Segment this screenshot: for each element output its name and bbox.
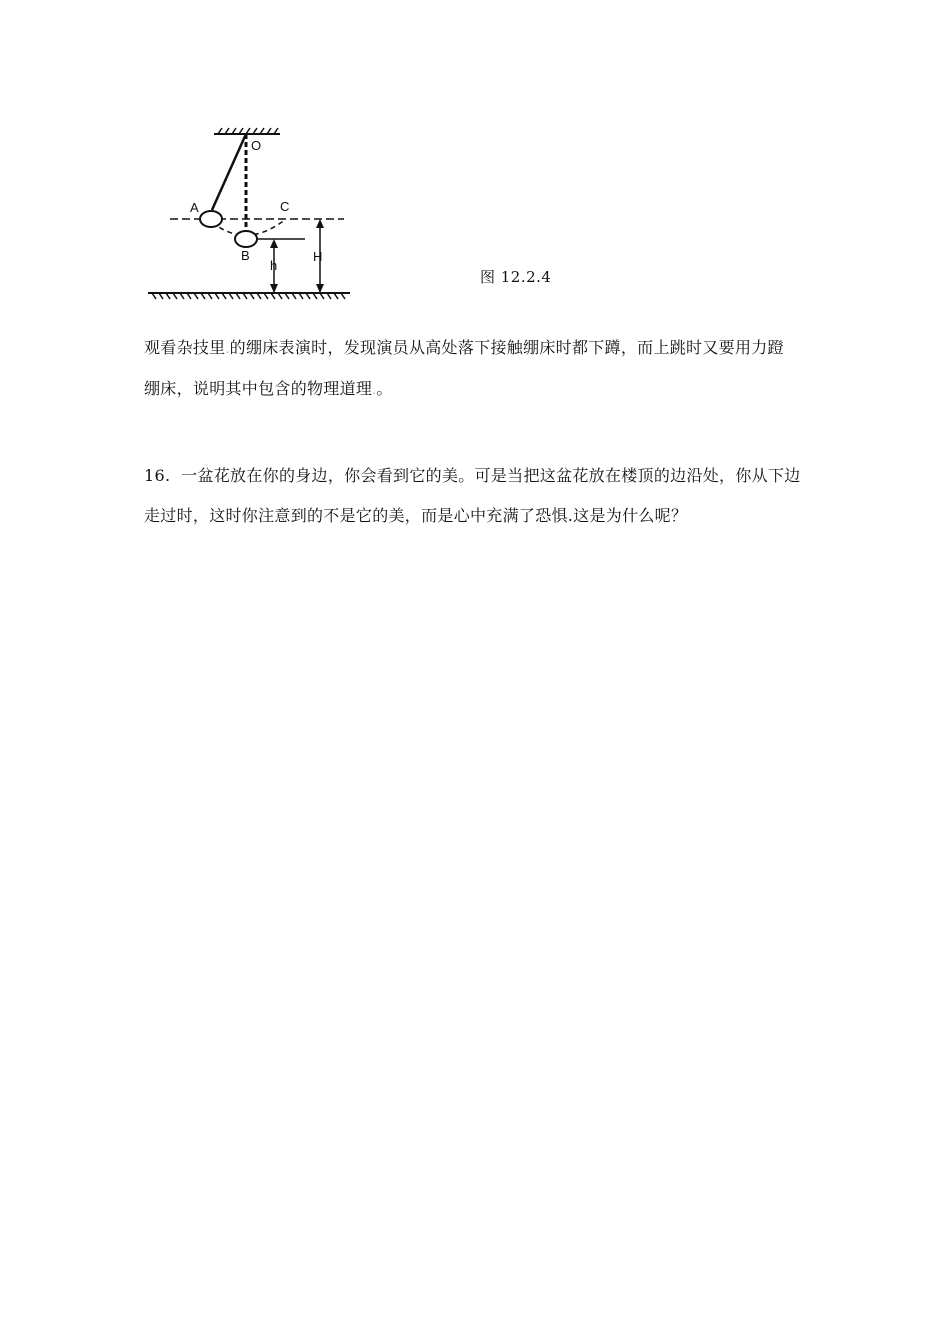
ball-a — [200, 211, 222, 227]
question-16-text: 一盆花放在你的身边，你会看到它的美。可是当把这盆花放在楼顶的边沿处，你从下边走过时，这时你注意到的不是它的美，而是心中充满了恐惧.这是为什么呢？ — [144, 466, 801, 525]
ball-b — [235, 231, 257, 247]
q15-part-2: 的绷床表演时，发现演员从高处落下接触绷床时都下蹲，而上跳时又要用力蹬 — [229, 338, 784, 357]
label-h-small: h — [270, 258, 278, 273]
figure-caption: 图 12.2.4 — [480, 268, 552, 286]
question-16-number: 16. — [144, 466, 171, 485]
q15-part-3: 绷床，说明其中包含的物理道理 — [144, 379, 373, 398]
marker-dot: . — [225, 342, 230, 356]
label-b: B — [241, 248, 250, 263]
q15-part-4: 。 — [376, 379, 393, 398]
ceiling-support — [214, 128, 280, 134]
pendulum-figure — [140, 118, 360, 308]
question-15-text — [144, 328, 814, 410]
ground — [148, 293, 350, 299]
string-to-a — [212, 134, 246, 210]
label-o: O — [251, 138, 262, 153]
label-a: A — [190, 200, 199, 215]
pendulum-diagram — [140, 118, 360, 308]
marker-dot: . — [372, 383, 377, 397]
label-c: C — [280, 199, 290, 214]
question-16 — [144, 456, 814, 536]
label-h-big: H — [313, 249, 323, 264]
q15-part-1: 观看杂技里 — [144, 338, 226, 357]
